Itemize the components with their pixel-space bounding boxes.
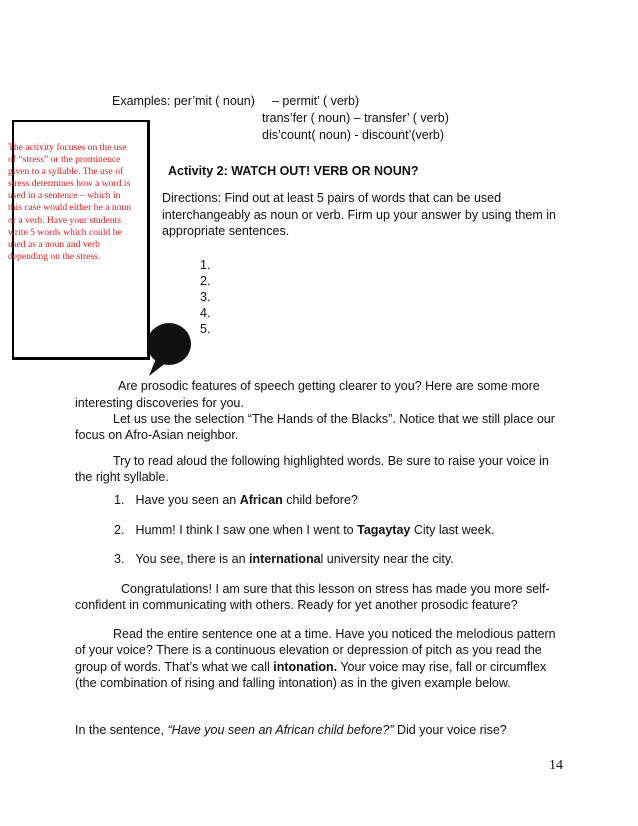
answer-item-3: 3. (200, 290, 211, 304)
answer-item-2: 2. (200, 274, 211, 288)
answer-item-5: 5. (200, 322, 211, 336)
answer-item-1: 1. (200, 258, 211, 272)
examples-pair1-verb: – permit’ ( verb) (272, 94, 360, 108)
highlight-item-1: 1. Have you seen an African child before? (114, 493, 358, 507)
directions-line-1: Directions: Find out at least 5 pairs of words that can be used (162, 191, 502, 205)
teacher-note-text: The activity focuses on the use of “stress” or the prominence given to a syllable. The use of stress determines how a word is used in a sentence – which in this case would either be a noun or a verb. Have your students write 5 words which could be used as a noun and verb depending on the stress. (8, 142, 132, 262)
speech-bubble-icon (143, 316, 193, 378)
para1-line-3: Let us use the selection “The Hands of the Blacks”. Notice that we still place our (113, 412, 555, 426)
highlighted-word: African (239, 493, 283, 507)
examples-lead: Examples: per’mit ( noun) (112, 94, 255, 108)
para4-line-4: (the combination of rising and falling intonation) as in the given example below. (75, 676, 511, 690)
intonation-term: intonation. (273, 660, 338, 674)
highlighted-word: internationa (249, 552, 321, 566)
para1-line-2: interesting discoveries for you. (75, 396, 244, 410)
final-sentence: In the sentence, “Have you seen an African child before?” Did your voice rise? (75, 723, 507, 737)
para3-line-1: Congratulations! I am sure that this lesson on stress has made you more self- (121, 582, 550, 596)
example-quote: “Have you seen an African child before?” (167, 723, 394, 737)
highlight-item-3: 3. You see, there is an international university near the city. (114, 552, 454, 566)
para2-line-2: the right syllable. (75, 470, 169, 484)
answer-item-4: 4. (200, 306, 211, 320)
para4-line-1: Read the entire sentence one at a time. Have you noticed the melodious pattern (113, 627, 556, 641)
para3-line-2: confident in communicating with others. Ready for yet another prosodic feature? (75, 598, 518, 612)
para4-line-2: of your voice? There is a continuous elevation or depression of pitch as you read the (75, 643, 542, 657)
highlighted-word: Tagaytay (357, 523, 411, 537)
directions-line-3: appropriate sentences. (162, 224, 290, 238)
para2-line-1: Try to read aloud the following highlighted words. Be sure to raise your voice in (113, 454, 549, 468)
para1-line-4: focus on Afro-Asian neighbor. (75, 428, 239, 442)
directions-line-2: interchangeably as noun or verb. Firm up your answer by using them in (162, 208, 556, 222)
activity-title: Activity 2: WATCH OUT! VERB OR NOUN? (168, 164, 419, 178)
page-number: 14 (549, 758, 563, 773)
para4-line-3: group of words. That’s what we call intonation. Your voice may rise, fall or circumflex (75, 660, 547, 674)
para1-line-1: Are prosodic features of speech getting clearer to you? Here are some more (118, 379, 540, 393)
examples-pair3: dis’count( noun) - discount’(verb) (262, 128, 445, 142)
highlight-item-2: 2. Humm! I think I saw one when I went to Tagaytay City last week. (114, 523, 495, 537)
examples-pair2: trans’fer ( noun) – transfer’ ( verb) (262, 111, 449, 125)
